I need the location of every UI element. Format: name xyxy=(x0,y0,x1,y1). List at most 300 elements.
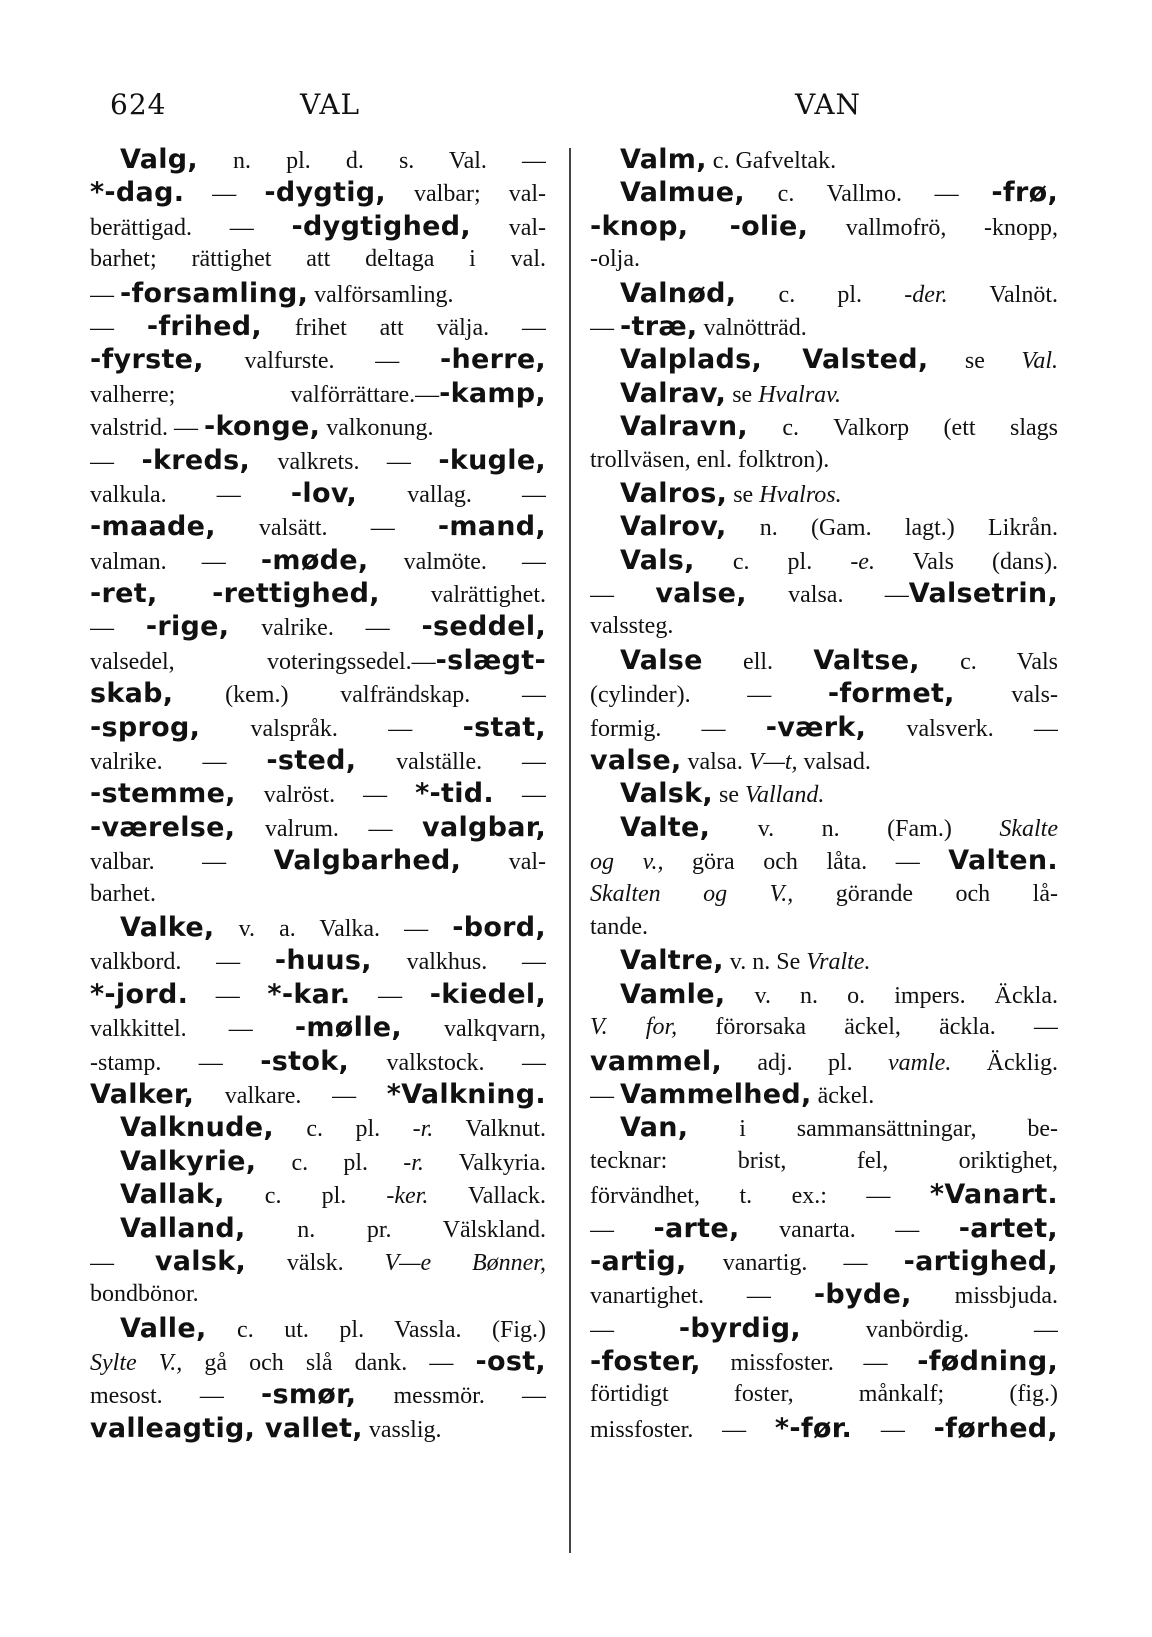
dictionary-line xyxy=(90,1412,546,1445)
definition-text: valbar; val- xyxy=(385,181,546,208)
definition-text: se xyxy=(726,381,759,408)
definition-text: se xyxy=(928,348,1022,375)
definition-text: äckel. xyxy=(811,1082,875,1109)
headword: skab, xyxy=(90,678,174,710)
dictionary-line xyxy=(590,844,1058,877)
definition-text: Valnöt. xyxy=(947,281,1058,308)
headword: *-før. xyxy=(774,1412,853,1444)
headword: -stok, xyxy=(260,1045,350,1077)
dictionary-line xyxy=(90,310,546,343)
headword: Van, xyxy=(620,1112,689,1144)
italic-text: -r. xyxy=(403,1149,424,1176)
dictionary-line xyxy=(90,677,546,710)
definition-text: c. pl. xyxy=(224,1183,387,1210)
definition-text: vasslig. xyxy=(362,1416,442,1443)
dictionary-line xyxy=(590,1312,1058,1345)
headword: Valplads, Valsted, xyxy=(620,344,929,376)
definition-text: c. Vals xyxy=(919,648,1058,675)
headword: *-kar. xyxy=(267,978,351,1010)
definition-text: gå och slå dank. — xyxy=(182,1350,476,1377)
definition-text: Vals (dans). xyxy=(874,548,1058,575)
page-number: 624 xyxy=(110,88,167,121)
definition-text: valsad. xyxy=(797,749,871,776)
dictionary-line xyxy=(590,1111,1058,1144)
headword: -kugle, xyxy=(438,444,546,476)
headword: -konge, xyxy=(204,411,321,443)
dictionary-line xyxy=(590,1345,1058,1378)
definition-text: valkonung. xyxy=(320,415,434,442)
definition-text: formig. — xyxy=(590,715,766,742)
dictionary-line xyxy=(90,377,546,410)
headword: Valrav, xyxy=(620,377,727,409)
dictionary-line xyxy=(90,544,546,577)
headword: Valgbarhed, xyxy=(273,845,462,877)
definition-text: — xyxy=(590,1316,679,1343)
definition-text: — xyxy=(184,181,265,208)
headword: -mand, xyxy=(437,511,546,543)
definition-text: valkqvarn, xyxy=(401,1016,546,1043)
headword: Vamle, xyxy=(620,978,726,1010)
dictionary-line xyxy=(590,577,1058,610)
dictionary-line xyxy=(590,1378,1058,1411)
guide-word-left: VAL xyxy=(300,88,361,121)
definition-text: v. n. (Fam.) xyxy=(710,815,1000,842)
definition-text: Valkyria. xyxy=(423,1149,546,1176)
definition-text: c. pl. xyxy=(256,1149,404,1176)
definition-text: v. n. Se xyxy=(723,949,807,976)
headword: Valten. xyxy=(948,845,1058,877)
dictionary-line xyxy=(90,410,546,443)
guide-word-right: VAN xyxy=(795,88,862,121)
definition-text: vanartighet. — xyxy=(590,1283,814,1310)
definition-text: välsk. xyxy=(246,1249,385,1276)
dictionary-line xyxy=(590,1145,1058,1178)
headword: -artighed, xyxy=(903,1245,1058,1277)
definition-text: valssteg. xyxy=(590,613,674,640)
dictionary-line xyxy=(590,176,1058,209)
dictionary-line xyxy=(590,477,1058,510)
definition-text: — xyxy=(90,281,120,308)
dictionary-line xyxy=(90,243,546,276)
italic-text: -der. xyxy=(904,281,948,308)
italic-text: Valland. xyxy=(744,782,825,809)
headword: -stemme, xyxy=(90,778,236,810)
headword: -værelse, xyxy=(90,811,236,843)
italic-text: Val. xyxy=(1021,348,1058,375)
headword: -herre, xyxy=(439,344,546,376)
definition-text: vanartig. — xyxy=(686,1249,904,1276)
headword: -kreds, xyxy=(141,444,251,476)
headword: -kamp, xyxy=(439,377,546,409)
definition-text: valsedel, voteringssedel.— xyxy=(90,648,436,675)
definition-text: v. n. o. impers. Äckla. xyxy=(725,982,1058,1009)
definition-text: Äcklig. xyxy=(951,1049,1058,1076)
definition-text: vanbördig. — xyxy=(800,1316,1058,1343)
definition-text: barhet; rättighet att deltaga i val. xyxy=(90,246,546,273)
dictionary-line xyxy=(590,310,1058,343)
dictionary-line xyxy=(90,1145,546,1178)
dictionary-line xyxy=(90,911,546,944)
definition-text: trollväsen, enl. folktron). xyxy=(590,446,830,473)
definition-text: valställe. — xyxy=(356,749,546,776)
headword: Valsk, xyxy=(620,778,713,810)
dictionary-line xyxy=(90,1378,546,1411)
dictionary-line xyxy=(90,811,546,844)
definition-text: — xyxy=(90,615,146,642)
dictionary-line xyxy=(90,1212,546,1245)
headword: Vammelhed, xyxy=(620,1078,812,1110)
definition-text: — xyxy=(590,1082,620,1109)
definition-text: — xyxy=(590,582,656,609)
italic-text: Vralte. xyxy=(806,949,871,976)
definition-text: v. a. Valka. — xyxy=(214,915,453,942)
headword: -lov, xyxy=(290,477,358,509)
definition-text: valrum. — xyxy=(235,815,423,842)
dictionary-line xyxy=(90,1011,546,1044)
dictionary-line xyxy=(590,277,1058,310)
dictionary-line xyxy=(90,444,546,477)
dictionary-line xyxy=(90,143,546,176)
definition-text: val- xyxy=(470,214,546,241)
headword: *-dag. xyxy=(90,177,185,209)
definition-text: (cylinder). — xyxy=(590,682,828,709)
dictionary-line xyxy=(590,444,1058,477)
dictionary-line xyxy=(90,744,546,777)
italic-text: -e. xyxy=(850,548,875,575)
headword: -førhed, xyxy=(933,1412,1058,1444)
headword: -smør, xyxy=(260,1379,357,1411)
definition-text: i sammansättningar, be- xyxy=(688,1116,1058,1143)
headword: Valke, xyxy=(120,911,215,943)
dictionary-line xyxy=(590,911,1058,944)
dictionary-line xyxy=(590,410,1058,443)
dictionary-line xyxy=(590,1078,1058,1111)
headword: -stat, xyxy=(462,711,546,743)
definition-text: Valknut. xyxy=(433,1116,546,1143)
italic-text: V—e Bønner, xyxy=(384,1249,546,1276)
definition-text: valrike. — xyxy=(229,615,422,642)
definition-text: vallag. — xyxy=(357,481,546,508)
headword: -forsamling, xyxy=(120,277,309,309)
definition-text: c. ut. pl. Vassla. (Fig.) xyxy=(206,1316,546,1343)
dictionary-line xyxy=(90,711,546,744)
dictionary-line xyxy=(590,1245,1058,1278)
dictionary-line xyxy=(590,510,1058,543)
dictionary-line xyxy=(590,711,1058,744)
definition-text: valsverk. — xyxy=(866,715,1058,742)
definition-text: valrättighet. xyxy=(379,582,546,609)
dictionary-line xyxy=(590,644,1058,677)
definition-text: — xyxy=(590,314,620,341)
dictionary-line xyxy=(590,243,1058,276)
dictionary-line xyxy=(90,777,546,810)
italic-text: Hvalrav. xyxy=(758,381,842,408)
headword: -frø, xyxy=(991,177,1058,209)
headword: -fyrste, xyxy=(90,344,204,376)
headword: Valravn, xyxy=(620,411,748,443)
dictionary-line xyxy=(590,610,1058,643)
definition-text: missfoster. — xyxy=(590,1416,775,1443)
headword: Valtse, xyxy=(813,644,920,676)
definition-text: c. pl. xyxy=(273,1116,413,1143)
dictionary-line xyxy=(90,210,546,243)
definition-text: valstrid. — xyxy=(90,415,204,442)
headword: -frihed, xyxy=(146,310,262,342)
definition-text: adj. pl. xyxy=(722,1049,889,1076)
headword: -formet, xyxy=(827,678,955,710)
headword: Valsetrin, xyxy=(908,578,1058,610)
definition-text: valnötträd. xyxy=(697,314,807,341)
dictionary-line xyxy=(590,811,1058,844)
definition-text: valsätt. — xyxy=(215,515,438,542)
definition-text: barhet. xyxy=(90,880,156,907)
definition-text: valherre; valförrättare.— xyxy=(90,381,440,408)
dictionary-line xyxy=(590,744,1058,777)
dictionary-line xyxy=(90,1078,546,1111)
dictionary-line xyxy=(590,1045,1058,1078)
italic-text: vamle. xyxy=(888,1049,952,1076)
definition-text: görande och lå- xyxy=(793,880,1058,907)
dictionary-line xyxy=(90,1278,546,1311)
headword: vammel, xyxy=(590,1045,723,1077)
headword: valleagtig, vallet, xyxy=(90,1412,363,1444)
definition-text: messmör. — xyxy=(356,1383,546,1410)
dictionary-line xyxy=(590,1011,1058,1044)
definition-text: valspråk. — xyxy=(200,715,463,742)
definition-text: valkkittel. — xyxy=(90,1016,295,1043)
headword: -sprog, xyxy=(90,711,201,743)
headword: -mølle, xyxy=(294,1012,402,1044)
definition-text: -stamp. — xyxy=(90,1049,261,1076)
headword: -dygtig, xyxy=(264,177,386,209)
definition-text: vanarta. — xyxy=(739,1216,959,1243)
headword: -artet, xyxy=(958,1212,1058,1244)
italic-text: Sylte V., xyxy=(90,1350,183,1377)
definition-text: valbar. — xyxy=(90,849,274,876)
definition-text: — xyxy=(90,448,142,475)
headword: Vals, xyxy=(620,544,695,576)
definition-text: c. pl. xyxy=(694,548,851,575)
headword: Valg, xyxy=(120,144,198,175)
definition-text: valman. — xyxy=(90,548,261,575)
dictionary-line xyxy=(90,1312,546,1345)
headword: valgbar, xyxy=(422,811,546,843)
headword: -byde, xyxy=(813,1279,912,1311)
definition-text: valkrets. — xyxy=(250,448,439,475)
definition-text: — xyxy=(90,1249,155,1276)
definition-text: förvändhet, t. ex.: — xyxy=(590,1183,930,1210)
column-divider xyxy=(569,148,571,1553)
definition-text: valröst. — xyxy=(235,782,416,809)
dictionary-line xyxy=(90,978,546,1011)
definition-text: vallmofrö, -knopp, xyxy=(808,214,1058,241)
headword: Valros, xyxy=(620,477,728,509)
dictionary-line xyxy=(590,210,1058,243)
definition-text: valsa. — xyxy=(746,582,909,609)
definition-text: missbjuda. xyxy=(911,1283,1058,1310)
headword: -slægt- xyxy=(435,644,546,676)
dictionary-line xyxy=(90,1245,546,1278)
definition-text: vals- xyxy=(954,682,1058,709)
headword: -kiedel, xyxy=(429,978,546,1010)
definition-text: valkhus. — xyxy=(371,949,546,976)
headword: -sted, xyxy=(266,745,357,777)
dictionary-line xyxy=(590,1278,1058,1311)
running-header xyxy=(0,88,1152,128)
dictionary-line xyxy=(90,1178,546,1211)
dictionary-line xyxy=(590,1178,1058,1211)
definition-text: valkare. — xyxy=(194,1082,387,1109)
dictionary-line xyxy=(590,1212,1058,1245)
definition-text: valkstock. — xyxy=(349,1049,546,1076)
definition-text: — xyxy=(90,314,147,341)
definition-text: se xyxy=(712,782,745,809)
definition-text: förtidigt foster, månkalf; (fig.) xyxy=(590,1381,1058,1408)
headword: Valle, xyxy=(120,1312,207,1344)
headword: Valnød, xyxy=(620,277,737,309)
dictionary-line xyxy=(90,277,546,310)
headword: Valland, xyxy=(120,1212,246,1244)
headword: Vallak, xyxy=(120,1179,225,1211)
dictionary-line xyxy=(90,1345,546,1378)
definition-text: valkbord. — xyxy=(90,949,275,976)
definition-text: c. pl. xyxy=(736,281,905,308)
dictionary-line xyxy=(590,143,1058,176)
italic-text: Skalte xyxy=(999,815,1058,842)
dictionary-line xyxy=(90,1045,546,1078)
definition-text: valfurste. — xyxy=(203,348,440,375)
definition-text: valrike. — xyxy=(90,749,267,776)
dictionary-line xyxy=(90,878,546,911)
italic-text: V. for, xyxy=(590,1014,678,1041)
dictionary-line xyxy=(590,777,1058,810)
dictionary-line xyxy=(590,677,1058,710)
headword: -maade, xyxy=(90,511,216,543)
dictionary-line xyxy=(590,944,1058,977)
definition-text: n. pl. d. s. Val. — xyxy=(197,148,546,174)
headword: Valker, xyxy=(90,1078,195,1110)
headword: -træ, xyxy=(620,310,698,342)
definition-text: bondbönor. xyxy=(90,1281,199,1308)
dictionary-line xyxy=(90,944,546,977)
headword: -arte, xyxy=(653,1212,740,1244)
headword: -rige, xyxy=(145,611,230,643)
headword: Valte, xyxy=(620,811,711,843)
definition-text: c. Vallmo. — xyxy=(744,181,992,208)
right-column xyxy=(590,143,1058,1445)
definition-text: ell. xyxy=(702,648,814,675)
definition-text: tande. xyxy=(590,913,648,940)
dictionary-line xyxy=(90,577,546,610)
definition-text: berättigad. — xyxy=(90,214,292,241)
left-column xyxy=(90,143,546,1445)
headword: Valkyrie, xyxy=(120,1145,257,1177)
definition-text: tecknar: brist, fel, oriktighet, xyxy=(590,1147,1058,1174)
headword: Valse xyxy=(620,644,703,676)
definition-text: se xyxy=(727,481,760,508)
dictionary-line xyxy=(90,176,546,209)
headword: -huus, xyxy=(274,945,372,977)
definition-text: n. (Gam. lagt.) Likrån. xyxy=(726,515,1058,542)
dictionary-line xyxy=(590,978,1058,1011)
dictionary-line xyxy=(590,343,1058,376)
definition-text: -olja. xyxy=(590,246,640,273)
headword: -fødning, xyxy=(917,1346,1058,1378)
definition-text: — xyxy=(590,1216,654,1243)
definition-text: valkula. — xyxy=(90,481,291,508)
definition-text: Vallack. xyxy=(428,1183,546,1210)
headword: -ost, xyxy=(475,1346,546,1378)
italic-text: -r. xyxy=(412,1116,434,1143)
headword: Valtre, xyxy=(620,945,724,977)
headword: valse, xyxy=(655,578,747,610)
definition-text: — xyxy=(852,1416,934,1443)
headword: *-jord. xyxy=(90,978,189,1010)
dictionary-line xyxy=(90,644,546,677)
headword: Valm, xyxy=(620,144,707,175)
definition-text: — xyxy=(493,782,546,809)
headword: *Valkning. xyxy=(386,1078,546,1110)
headword: -bord, xyxy=(452,911,546,943)
definition-text: n. pr. Välskland. xyxy=(245,1216,546,1243)
definition-text: valmöte. — xyxy=(368,548,546,575)
dictionary-line xyxy=(590,544,1058,577)
dictionary-line xyxy=(90,610,546,643)
dictionary-line xyxy=(90,477,546,510)
definition-text: c. Gafveltak. xyxy=(706,148,837,174)
headword: *Vanart. xyxy=(929,1179,1058,1211)
headword: -seddel, xyxy=(421,611,546,643)
definition-text: valförsamling. xyxy=(308,281,454,308)
headword: Valmue, xyxy=(620,177,745,209)
headword: Valknude, xyxy=(120,1112,274,1144)
headword: -ret, -rettighed, xyxy=(90,578,380,610)
headword: -knop, -olie, xyxy=(590,210,809,242)
dictionary-line xyxy=(590,377,1058,410)
definition-text: missfoster. — xyxy=(700,1350,918,1377)
italic-text: og v., xyxy=(590,849,664,876)
dictionary-line xyxy=(90,1111,546,1144)
headword: -dygtighed, xyxy=(291,210,471,242)
italic-text: Skalten og V., xyxy=(590,880,794,907)
headword: -artig, xyxy=(590,1245,687,1277)
dictionary-line xyxy=(90,343,546,376)
definition-text: c. Valkorp (ett slags xyxy=(747,415,1058,442)
headword: -foster, xyxy=(590,1346,701,1378)
definition-text: — xyxy=(188,982,268,1009)
dictionary-line xyxy=(590,878,1058,911)
dictionary-line xyxy=(90,510,546,543)
italic-text: -ker. xyxy=(386,1183,429,1210)
definition-text: — xyxy=(350,982,430,1009)
dictionary-line xyxy=(90,844,546,877)
headword: -møde, xyxy=(260,544,369,576)
definition-text: (kem.) valfrändskap. — xyxy=(173,682,546,709)
headword: -byrdig, xyxy=(678,1312,801,1344)
headword: valse, xyxy=(590,745,682,777)
definition-text: göra och låta. — xyxy=(663,849,949,876)
italic-text: V—t, xyxy=(748,749,798,776)
headword: -værk, xyxy=(765,711,867,743)
definition-text: mesost. — xyxy=(90,1383,261,1410)
headword: Valrov, xyxy=(620,511,727,543)
definition-text: valsa. xyxy=(681,749,749,776)
dictionary-line xyxy=(590,1412,1058,1445)
definition-text: förorsaka äckel, äckla. — xyxy=(677,1014,1058,1041)
headword: *-tid. xyxy=(415,778,494,810)
headword: valsk, xyxy=(154,1245,247,1277)
definition-text: frihet att välja. — xyxy=(261,314,546,341)
